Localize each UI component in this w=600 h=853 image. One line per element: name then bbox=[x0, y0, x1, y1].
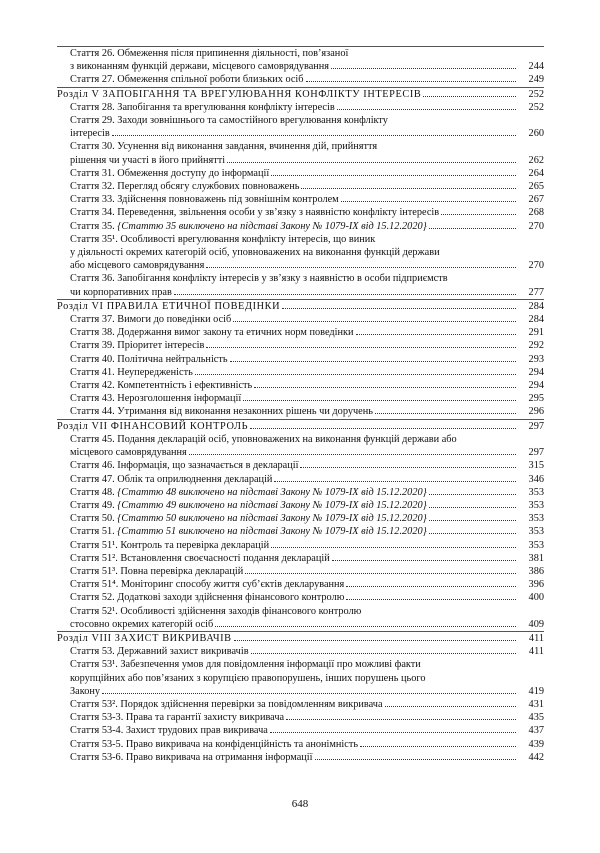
entry-title-line: Стаття 51. {Статтю 51 виключено на підставі Закону № 1079-IX від 15.12.2020} bbox=[70, 526, 427, 538]
entry-title-line: стосовно окремих категорій осіб bbox=[70, 618, 214, 630]
entry-title-line: Стаття 48. {Статтю 48 виключено на підставі Закону № 1079-IX від 15.12.2020} bbox=[70, 486, 427, 498]
article-entry bbox=[57, 366, 544, 379]
entry-title-line: Стаття 53¹. Забезпечення умов для повідомлення інформації про можливі факти bbox=[70, 659, 421, 671]
entry-title-line: Стаття 47. Облік та оприлюднення декларацій bbox=[70, 473, 273, 485]
entry-title-line: Стаття 40. Політична нейтральність bbox=[70, 353, 228, 365]
page-ref: 431 bbox=[528, 698, 544, 710]
entry-title-line: з виконанням функцій держави, місцевого самоврядування bbox=[70, 61, 330, 73]
article-entry bbox=[57, 552, 544, 565]
page-ref: 270 bbox=[528, 260, 544, 272]
section-entry bbox=[57, 419, 544, 433]
entry-title-line: Стаття 42. Компетентність і ефективність bbox=[70, 380, 253, 392]
entry-title-line: Стаття 29. Заходи зовнішнього та самостійного врегулювання конфлікту bbox=[70, 115, 388, 127]
entry-title-line: Стаття 53-5. Право викривача на конфіденційність та анонімність bbox=[70, 738, 359, 750]
entry-title-line: Стаття 53². Порядок здійснення перевірки за повідомленням викривача bbox=[70, 698, 383, 710]
dot-leader bbox=[341, 201, 516, 202]
entry-title-line: Стаття 30. Усунення від виконання завдання, вчинення дій, прийняття bbox=[70, 141, 378, 153]
entry-title-line: Стаття 53-6. Право викривача на отримання інформації bbox=[70, 751, 313, 763]
dot-leader bbox=[331, 68, 516, 69]
article-entry bbox=[57, 751, 544, 764]
page-ref: 400 bbox=[528, 592, 544, 604]
entry-title-line: рішення чи участі в його прийнятті bbox=[70, 154, 226, 166]
dot-leader bbox=[360, 746, 516, 747]
article-entry bbox=[57, 379, 544, 392]
entry-title-line: Стаття 52¹. Особливості здійснення заходів фінансового контролю bbox=[70, 605, 362, 617]
page-number: 648 bbox=[291, 798, 309, 810]
page-ref: 353 bbox=[528, 513, 544, 525]
dot-leader bbox=[274, 481, 516, 482]
dot-leader bbox=[206, 267, 516, 268]
page-ref: 396 bbox=[528, 579, 544, 591]
entry-title-line: Стаття 41. Неупередженість bbox=[70, 366, 193, 378]
dot-leader bbox=[270, 732, 516, 733]
dot-leader bbox=[227, 162, 516, 163]
article-entry bbox=[57, 698, 544, 711]
dot-leader bbox=[245, 573, 516, 574]
entry-title-line: Стаття 45. Подання декларацій осіб, уповноважених на виконання функцій держави або bbox=[70, 433, 457, 445]
entry-title-line: або місцевого самоврядування bbox=[70, 260, 205, 272]
dot-leader bbox=[174, 294, 516, 295]
page-ref: 252 bbox=[528, 101, 544, 113]
page-ref: 294 bbox=[528, 366, 544, 378]
page-ref: 284 bbox=[528, 300, 544, 312]
article-entry bbox=[57, 738, 544, 751]
article-entry bbox=[57, 658, 544, 698]
section-entry bbox=[57, 87, 544, 101]
dot-leader bbox=[195, 374, 516, 375]
article-entry bbox=[57, 645, 544, 658]
entry-title-line: Розділ VIII ЗАХИСТ ВИКРИВАЧІВ bbox=[57, 632, 232, 644]
article-entry bbox=[57, 392, 544, 405]
page-ref: 411 bbox=[528, 646, 544, 658]
article-entry bbox=[57, 499, 544, 512]
article-entry bbox=[57, 114, 544, 140]
dot-leader bbox=[243, 400, 516, 401]
page-ref: 292 bbox=[528, 340, 544, 352]
dot-leader bbox=[346, 599, 516, 600]
entry-title-line: Стаття 37. Вимоги до поведінки осіб bbox=[70, 314, 232, 326]
entry-title-line: Стаття 36. Запобігання конфлікту інтересів у зв’язку з наявністю в особи підприємств bbox=[70, 273, 448, 285]
article-entry bbox=[57, 272, 544, 298]
dot-leader bbox=[429, 533, 516, 534]
article-entry bbox=[57, 220, 544, 233]
entry-title-line: чи корпоративних прав bbox=[70, 286, 172, 298]
dot-leader bbox=[286, 719, 516, 720]
article-entry bbox=[57, 605, 544, 631]
page-ref: 409 bbox=[528, 618, 544, 630]
dot-leader bbox=[315, 759, 517, 760]
section-entry bbox=[57, 299, 544, 313]
article-entry bbox=[57, 233, 544, 273]
page-ref: 284 bbox=[528, 314, 544, 326]
entry-title-line: Стаття 38. Додержання вимог закону та етичних норм поведінки bbox=[70, 327, 354, 339]
entry-title-line: Стаття 34. Переведення, звільнення особи у зв’язку з наявністю конфлікту інтересів bbox=[70, 207, 440, 219]
dot-leader bbox=[306, 81, 516, 82]
dot-leader bbox=[429, 494, 516, 495]
page-ref: 294 bbox=[528, 380, 544, 392]
page-ref: 411 bbox=[528, 632, 544, 644]
dot-leader bbox=[230, 361, 516, 362]
dot-leader bbox=[206, 347, 516, 348]
article-entry bbox=[57, 313, 544, 326]
page-ref: 381 bbox=[528, 552, 544, 564]
page-ref: 437 bbox=[528, 725, 544, 737]
article-entry bbox=[57, 206, 544, 219]
entry-title-line: Стаття 44. Утримання від виконання незаконних рішень чи доручень bbox=[70, 406, 373, 418]
page-ref: 249 bbox=[528, 74, 544, 86]
dot-leader bbox=[215, 626, 516, 627]
page-ref: 315 bbox=[528, 460, 544, 472]
entry-title-line: Стаття 50. {Статтю 50 виключено на підставі Закону № 1079-IX від 15.12.2020} bbox=[70, 513, 427, 525]
entry-title-line: Стаття 31. Обмеження доступу до інформації bbox=[70, 167, 270, 179]
page-ref: 260 bbox=[528, 128, 544, 140]
entry-title-line: місцевого самоврядування bbox=[70, 447, 187, 459]
section-entry bbox=[57, 631, 544, 645]
article-entry bbox=[57, 473, 544, 486]
entry-title-line: Стаття 51¹. Контроль та перевірка декларацій bbox=[70, 539, 270, 551]
entry-title-line: Розділ V ЗАПОБІГАННЯ ТА ВРЕГУЛЮВАННЯ КОНФЛІКТУ ІНТЕРЕСІВ bbox=[57, 88, 422, 100]
page-ref: 268 bbox=[528, 207, 544, 219]
dot-leader bbox=[332, 560, 516, 561]
entry-title-line: Стаття 28. Запобігання та врегулювання конфлікту інтересів bbox=[70, 101, 335, 113]
dot-leader bbox=[300, 467, 516, 468]
article-entry bbox=[57, 433, 544, 459]
page-ref: 244 bbox=[528, 61, 544, 73]
page-ref: 353 bbox=[528, 499, 544, 511]
entry-title-line: Стаття 51². Встановлення своєчасності подання декларацій bbox=[70, 552, 330, 564]
entry-title-line: Стаття 33. Здійснення повноважень під зовнішнім контролем bbox=[70, 194, 339, 206]
page-ref: 267 bbox=[528, 194, 544, 206]
page-ref: 439 bbox=[528, 738, 544, 750]
entry-title-line: у діяльності окремих категорій осіб, уповноважених на виконання функцій держави bbox=[70, 247, 440, 259]
entry-title-line: Стаття 51⁴. Моніторинг способу життя суб’єктів декларування bbox=[70, 579, 345, 591]
page-ref: 353 bbox=[528, 526, 544, 538]
entry-title-line: корупційних або пов’язаних з корупцією правопорушень, інших порушень цього bbox=[70, 672, 426, 684]
dot-leader bbox=[385, 706, 516, 707]
entry-title-line: Стаття 49. {Статтю 49 виключено на підставі Закону № 1079-IX від 15.12.2020} bbox=[70, 499, 427, 511]
entry-title-line: Стаття 51³. Повна перевірка декларацій bbox=[70, 565, 244, 577]
entry-title-line: Стаття 35¹. Особливості врегулювання конфлікту інтересів, що виник bbox=[70, 233, 376, 245]
dot-leader bbox=[346, 586, 516, 587]
article-entry bbox=[57, 724, 544, 737]
article-entry bbox=[57, 539, 544, 552]
dot-leader bbox=[356, 334, 517, 335]
entry-title-line: Стаття 46. Інформація, що зазначається в декларації bbox=[70, 460, 299, 472]
table-of-contents bbox=[57, 46, 544, 764]
dot-leader bbox=[429, 507, 516, 508]
page-ref: 295 bbox=[528, 393, 544, 405]
page-ref: 353 bbox=[528, 539, 544, 551]
dot-leader bbox=[234, 640, 516, 641]
article-entry bbox=[57, 339, 544, 352]
article-entry bbox=[57, 405, 544, 418]
article-entry bbox=[57, 326, 544, 339]
page-ref: 296 bbox=[528, 406, 544, 418]
page-ref: 297 bbox=[528, 447, 544, 459]
article-entry bbox=[57, 101, 544, 114]
dot-leader bbox=[271, 175, 516, 176]
dot-leader bbox=[189, 454, 516, 455]
dot-leader bbox=[251, 653, 516, 654]
article-entry bbox=[57, 525, 544, 538]
dot-leader bbox=[429, 228, 516, 229]
article-entry bbox=[57, 47, 544, 73]
article-entry bbox=[57, 353, 544, 366]
article-entry bbox=[57, 180, 544, 193]
article-entry bbox=[57, 591, 544, 604]
entry-title-line: Стаття 27. Обмеження спільної роботи близьких осіб bbox=[70, 74, 304, 86]
dot-leader bbox=[337, 109, 516, 110]
article-entry bbox=[57, 512, 544, 525]
dot-leader bbox=[375, 413, 516, 414]
entry-title-line: Стаття 43. Нерозголошення інформації bbox=[70, 393, 242, 405]
entry-title-line: Стаття 35. {Статтю 35 виключено на підставі Закону № 1079-IX від 15.12.2020} bbox=[70, 220, 427, 232]
entry-title-line: Стаття 32. Перегляд обсягу службових повноважень bbox=[70, 181, 300, 193]
entry-title-line: Розділ VI ПРАВИЛА ЕТИЧНОЇ ПОВЕДІНКИ bbox=[57, 300, 281, 312]
page-ref: 353 bbox=[528, 486, 544, 498]
page-ref: 270 bbox=[528, 220, 544, 232]
article-entry bbox=[57, 459, 544, 472]
page-ref: 435 bbox=[528, 712, 544, 724]
dot-leader bbox=[233, 321, 516, 322]
entry-title-line: Стаття 53-4. Захист трудових прав викривача bbox=[70, 725, 268, 737]
dot-leader bbox=[301, 188, 516, 189]
entry-title-line: Стаття 52. Додаткові заходи здійснення фінансового контролю bbox=[70, 592, 345, 604]
page-ref: 297 bbox=[528, 420, 544, 432]
entry-title-line: Стаття 39. Пріоритет інтересів bbox=[70, 340, 205, 352]
page-ref: 262 bbox=[528, 154, 544, 166]
dot-leader bbox=[254, 387, 516, 388]
dot-leader bbox=[112, 135, 516, 136]
page-ref: 293 bbox=[528, 353, 544, 365]
dot-leader bbox=[423, 96, 516, 97]
article-entry bbox=[57, 167, 544, 180]
entry-title-line: Закону bbox=[70, 685, 101, 697]
page-ref: 386 bbox=[528, 565, 544, 577]
page-ref: 264 bbox=[528, 167, 544, 179]
article-entry bbox=[57, 565, 544, 578]
entry-title-line: Стаття 53-3. Права та гарантії захисту викривача bbox=[70, 712, 285, 724]
dot-leader bbox=[282, 308, 516, 309]
entry-title-line: Стаття 26. Обмеження після припинення діяльності, пов’язаної bbox=[70, 48, 349, 59]
article-entry bbox=[57, 578, 544, 591]
article-entry bbox=[57, 486, 544, 499]
entry-title-line: Розділ VII ФІНАНСОВИЙ КОНТРОЛЬ bbox=[57, 420, 249, 432]
page-ref: 265 bbox=[528, 181, 544, 193]
article-entry bbox=[57, 711, 544, 724]
page-ref: 442 bbox=[528, 751, 544, 763]
dot-leader bbox=[429, 520, 516, 521]
article-entry bbox=[57, 193, 544, 206]
entry-title-line: інтересів bbox=[70, 128, 110, 140]
page-ref: 291 bbox=[528, 327, 544, 339]
page-ref: 419 bbox=[528, 685, 544, 697]
entry-title-line: Стаття 53. Державний захист викривачів bbox=[70, 646, 249, 658]
dot-leader bbox=[441, 214, 516, 215]
dot-leader bbox=[271, 547, 516, 548]
article-entry bbox=[57, 140, 544, 166]
page-ref: 277 bbox=[528, 286, 544, 298]
page-ref: 252 bbox=[528, 88, 544, 100]
page-ref: 346 bbox=[528, 473, 544, 485]
article-entry bbox=[57, 73, 544, 86]
dot-leader bbox=[250, 428, 516, 429]
dot-leader bbox=[102, 693, 516, 694]
